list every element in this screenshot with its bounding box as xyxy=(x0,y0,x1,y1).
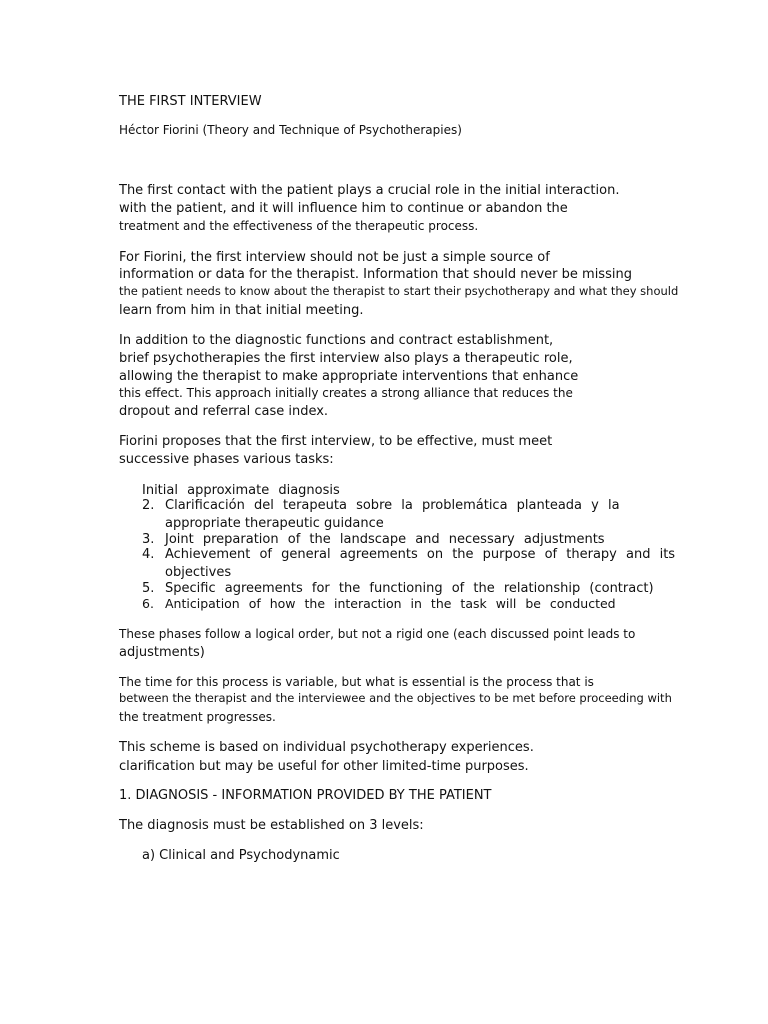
list-item xyxy=(142,484,340,497)
list-item xyxy=(142,548,675,561)
list-item-text: Clarificación del terapeuta sobre la problemática planteada y la xyxy=(165,498,620,513)
text-line: Fiorini proposes that the first interview, to be effective, must meet xyxy=(119,434,553,449)
text-line: In addition to the diagnostic functions and contract establishment, xyxy=(119,333,554,348)
text-line: For Fiorini, the first interview should not be just a simple source of xyxy=(119,250,550,265)
text-line: The first contact with the patient plays a crucial role in the initial interaction. xyxy=(119,183,620,198)
list-item-number: 4. xyxy=(142,547,155,562)
text-line: dropout and referral case index. xyxy=(119,404,329,419)
list-item xyxy=(142,533,605,546)
section-heading-diagnosis: 1. DIAGNOSIS - INFORMATION PROVIDED BY THE PATIENT xyxy=(119,788,492,803)
level-item-a: a) Clinical and Psychodynamic xyxy=(142,848,340,863)
text-line: learn from him in that initial meeting. xyxy=(119,303,364,318)
text-line: adjustments) xyxy=(119,645,205,660)
list-item-text: Specific agreements for the functioning of the relationship (contract) xyxy=(165,581,654,596)
text-line: information or data for the therapist. Information that should never be missing xyxy=(119,267,632,282)
list-item-text: Achievement of general agreements on the purpose of therapy and its xyxy=(165,547,676,562)
text-line: successive phases various tasks: xyxy=(119,452,334,467)
list-item-number: 3. xyxy=(142,532,155,547)
paragraph-diagnosis-levels: The diagnosis must be established on 3 levels: xyxy=(119,818,424,833)
document-title: THE FIRST INTERVIEW xyxy=(119,94,262,109)
list-item-continuation: appropriate therapeutic guidance xyxy=(165,516,384,531)
text-line: between the therapist and the interviewee and the objectives to be met before proceeding with xyxy=(119,691,672,705)
text-line: this effect. This approach initially creates a strong alliance that reduces the xyxy=(119,386,573,400)
text-line: allowing the therapist to make appropriate interventions that enhance xyxy=(119,369,579,384)
text-line: The time for this process is variable, but what is essential is the process that is xyxy=(119,675,594,689)
text-line: the treatment progresses. xyxy=(119,710,276,724)
list-item xyxy=(142,598,616,611)
list-item xyxy=(142,582,654,595)
text-line: brief psychotherapies the first interview also plays a therapeutic role, xyxy=(119,351,573,366)
text-line: the patient needs to know about the therapist to start their psychotherapy and what they should xyxy=(119,284,679,298)
list-item-text: Anticipation of how the interaction in the task will be conducted xyxy=(165,596,616,611)
list-item-text: Initial approximate diagnosis xyxy=(142,483,340,498)
list-item-continuation: objectives xyxy=(165,565,232,580)
text-line: These phases follow a logical order, but not a rigid one (each discussed point leads to xyxy=(119,627,636,641)
list-item-text: Joint preparation of the landscape and necessary adjustments xyxy=(165,532,605,547)
text-line: This scheme is based on individual psychotherapy experiences. xyxy=(119,740,534,755)
text-line: clarification but may be useful for other limited-time purposes. xyxy=(119,759,529,774)
document-subtitle: Héctor Fiorini (Theory and Technique of Psychotherapies) xyxy=(119,123,462,137)
list-item-number: 6. xyxy=(142,596,154,611)
list-item xyxy=(142,499,620,512)
list-item-number: 5. xyxy=(142,581,155,596)
text-line: with the patient, and it will influence him to continue or abandon the xyxy=(119,201,568,216)
list-item-number: 2. xyxy=(142,498,155,513)
text-line: treatment and the effectiveness of the therapeutic process. xyxy=(119,219,479,233)
